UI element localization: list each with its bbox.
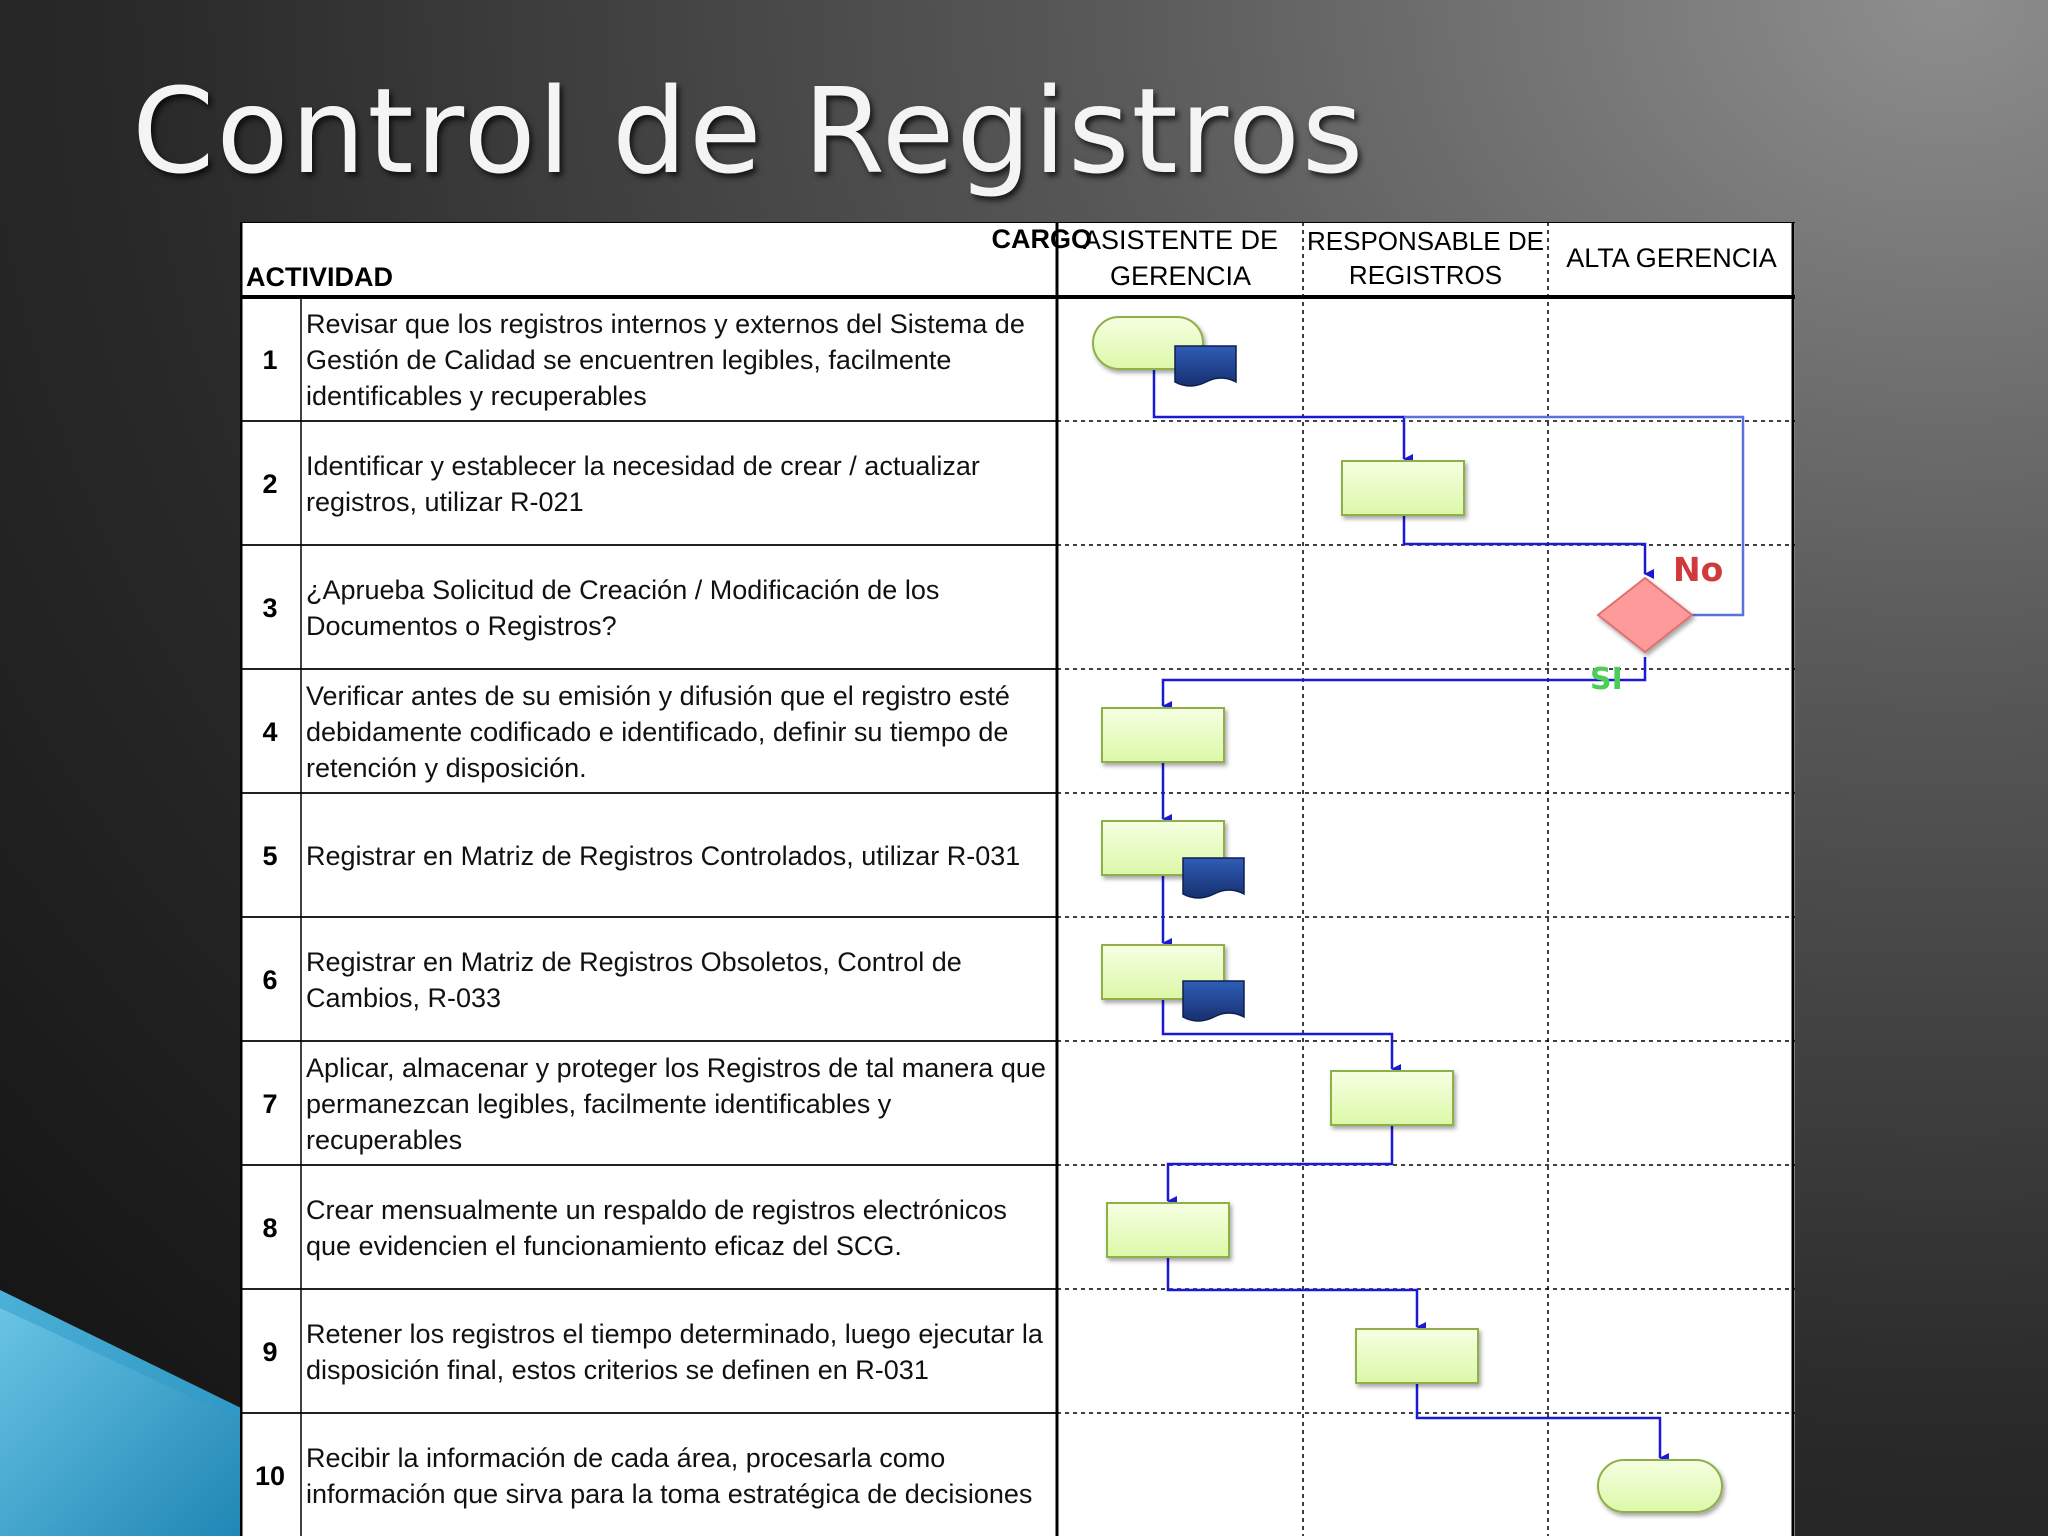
activity-text: Crear mensualmente un respaldo de registros electrónicos que evidencien el funcionamiento eficaz del SCG. xyxy=(306,1195,1007,1261)
row-number: 7 xyxy=(262,1088,278,1119)
row-number: 2 xyxy=(262,468,278,499)
row-number: 4 xyxy=(262,716,278,747)
row-number: 3 xyxy=(262,592,278,623)
activity-text: Recibir la información de cada área, procesarla como información que sirva para la toma estratégica de decisiones xyxy=(306,1443,1033,1509)
activity-text: Verificar antes de su emisión y difusión que el registro esté debidamente codificado e identificado, definir su tiempo de retención y disposición. xyxy=(306,681,1010,783)
activity-text: Registrar en Matriz de Registros Obsoletos, Control de Cambios, R-033 xyxy=(306,947,962,1013)
table-row xyxy=(240,918,1058,1042)
table-row xyxy=(240,422,1058,546)
decision-si-label: SI xyxy=(1590,662,1623,697)
header-cargo: CARGO xyxy=(991,224,1092,254)
lane-header-asistente: ASISTENTE DE GERENCIA xyxy=(1082,225,1279,291)
step-2-process xyxy=(1342,461,1464,515)
table-row xyxy=(240,1042,1058,1166)
connector-8-to-9 xyxy=(1168,1257,1417,1327)
connector-3-si-to-4 xyxy=(1163,657,1645,706)
activity-text: Registrar en Matriz de Registros Controlados, utilizar R-031 xyxy=(306,841,1021,871)
document-icon-step-1 xyxy=(1175,346,1236,386)
table-row xyxy=(240,670,1058,794)
row-number: 5 xyxy=(262,840,278,871)
row-number: 9 xyxy=(262,1336,278,1367)
step-8-process xyxy=(1107,1203,1229,1257)
row-number: 6 xyxy=(262,964,278,995)
table-row xyxy=(240,1290,1058,1414)
header-actividad: ACTIVIDAD xyxy=(246,262,393,292)
lane-header-responsable: RESPONSABLE DE REGISTROS xyxy=(1307,225,1544,290)
activity-text: Aplicar, almacenar y proteger los Registros de tal manera que permanezcan legibles, facilmente identificables y recuperables xyxy=(306,1053,1046,1155)
row-number: 10 xyxy=(254,1460,286,1491)
activity-text: Retener los registros el tiempo determinado, luego ejecutar la disposición final, estos criterios se definen en R-031 xyxy=(306,1319,1043,1385)
slide-title: Control de Registros xyxy=(132,62,1366,200)
step-4-process xyxy=(1102,708,1224,762)
activity-text: Revisar que los registros internos y externos del Sistema de Gestión de Calidad se encuentren legibles, facilmente identificables y recuperables xyxy=(306,309,1025,411)
activity-text: ¿Aprueba Solicitud de Creación / Modificación de los Documentos o Registros? xyxy=(306,575,940,641)
decorative-arrow-shape xyxy=(0,1290,260,1536)
table-row xyxy=(240,1166,1058,1290)
activity-text: Identificar y establecer la necesidad de crear / actualizar registros, utilizar R-021 xyxy=(306,451,980,517)
table-row xyxy=(240,1414,1058,1536)
document-icon-step-5 xyxy=(1183,858,1244,898)
row-number: 8 xyxy=(262,1212,278,1243)
step-3-decision xyxy=(1598,578,1692,652)
step-7-process xyxy=(1331,1071,1453,1125)
lane-header-alta-gerencia: ALTA GERENCIA xyxy=(1566,242,1777,273)
table-row xyxy=(240,794,1058,918)
table-row xyxy=(240,546,1058,670)
document-icon-step-6 xyxy=(1183,981,1244,1021)
step-10-terminator xyxy=(1598,1460,1722,1512)
decision-no-label: No xyxy=(1673,550,1724,589)
table-row xyxy=(240,298,1058,422)
connector-9-to-10 xyxy=(1417,1383,1660,1458)
row-number: 1 xyxy=(262,344,278,375)
step-9-process xyxy=(1356,1329,1478,1383)
flowchart-table xyxy=(240,222,1795,1536)
connector-7-to-8 xyxy=(1168,1125,1392,1201)
connector-2-to-3 xyxy=(1404,515,1645,574)
